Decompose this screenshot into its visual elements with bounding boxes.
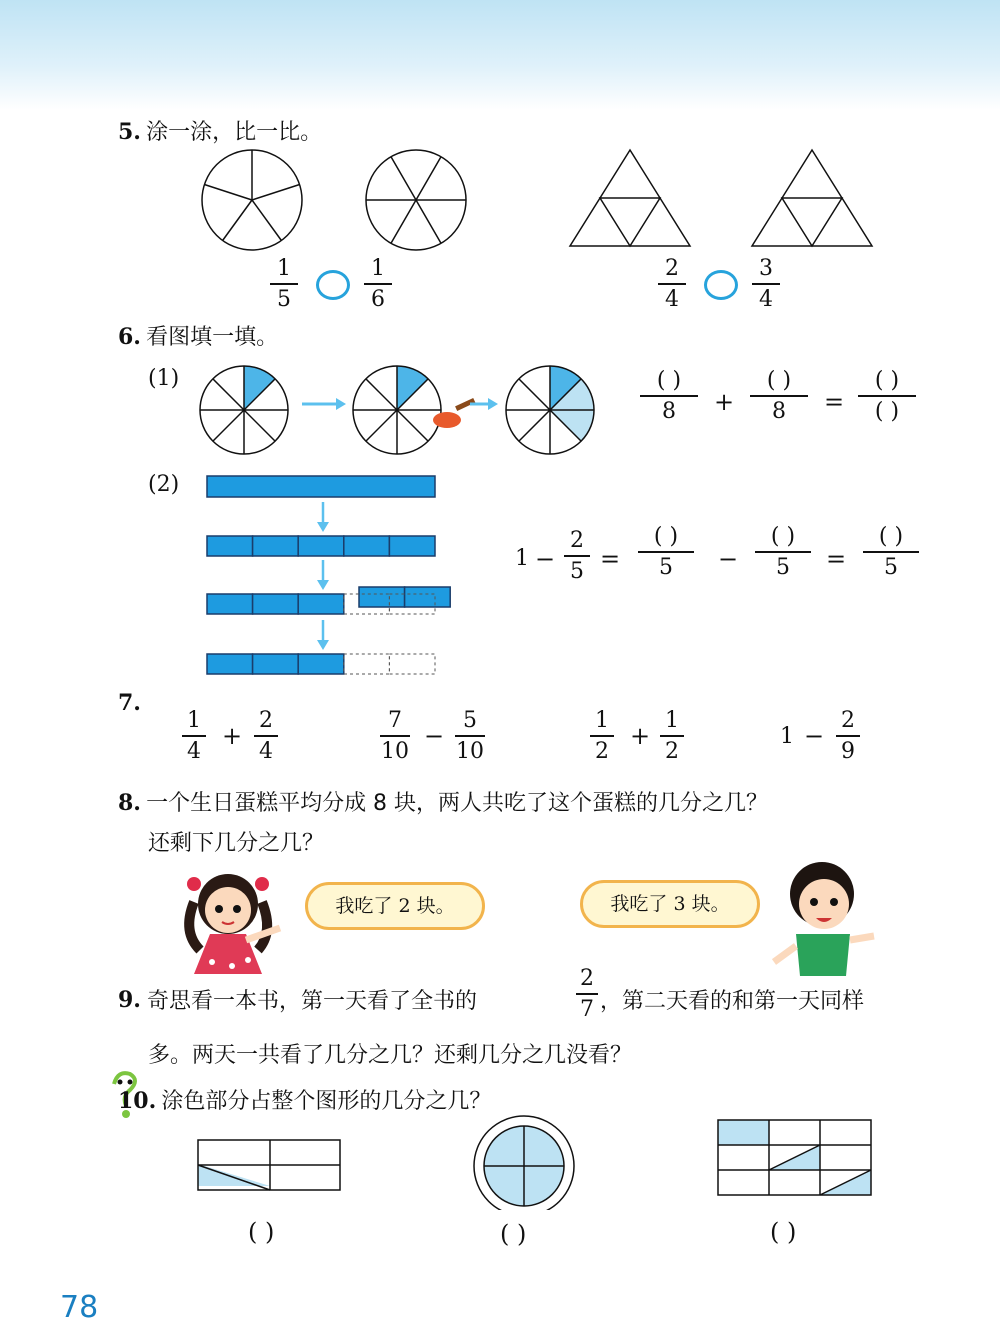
circle-fifths[interactable] <box>202 150 302 250</box>
q7-item3-op: + <box>630 722 651 750</box>
q9-line1 <box>118 984 477 1015</box>
q6-p1-frac-b[interactable]: ( ) 8 <box>750 370 808 423</box>
girl-speech-bubble: 我吃了 2 块。 <box>305 882 485 930</box>
q7-item2-op: − <box>424 722 445 750</box>
triangle-quarters-right[interactable] <box>752 150 872 246</box>
q10-figures <box>0 1110 1000 1210</box>
q8-text-2: 还剩下几分之几？ <box>148 831 325 856</box>
q9-number: 9. <box>118 986 141 1013</box>
q6-text: 看图填一填。 <box>146 325 279 350</box>
q6-p2-frac-2-5: 2 5 <box>564 530 590 583</box>
q6-p2-equals-1: = <box>600 545 621 573</box>
triangle-quarters-left[interactable] <box>570 150 690 246</box>
q6-p2-frac-result[interactable]: ( ) 5 <box>863 526 919 579</box>
q7-item2-frac-a: 7 10 <box>381 708 409 764</box>
q6-p2-minus-1: − <box>535 545 556 573</box>
q6-circle-2 <box>353 366 441 454</box>
q6-p2-frac-b[interactable]: ( ) 5 <box>755 526 811 579</box>
q10-figure-2 <box>474 1116 574 1210</box>
q6-p2-minus-2: − <box>718 545 739 573</box>
q7-item2-frac-b: 5 10 <box>456 708 484 764</box>
circle-sixths[interactable] <box>366 150 466 250</box>
q5-frac-2-4: 2 4 <box>658 258 686 311</box>
q5-compare-circle-left[interactable] <box>316 270 350 300</box>
q10-number: 10. <box>118 1088 157 1114</box>
paintbrush-icon <box>433 398 475 428</box>
girl-illustration <box>172 862 292 982</box>
q6-p1-frac-result[interactable]: ( ) ( ) <box>858 370 916 423</box>
q5-text: 涂一涂，比一比。 <box>146 120 323 145</box>
q6-p2-frac-a[interactable]: ( ) 5 <box>638 526 694 579</box>
q7-item3-frac-b: 1 2 <box>660 710 684 763</box>
page-number: 78 <box>60 1290 99 1325</box>
q5-frac-3-4: 3 4 <box>752 258 780 311</box>
q9-text-1a: 奇思看一本书，第一天看了全书的 <box>146 989 477 1014</box>
q7-item1-frac-b: 2 4 <box>254 710 278 763</box>
q7-item1-frac-a: 1 4 <box>182 710 206 763</box>
q7-item1-op: + <box>222 722 243 750</box>
q10-text: 涂色部分占整个图形的几分之几？ <box>161 1089 492 1114</box>
q5-number: 5. <box>118 119 141 145</box>
q6-part2-label: (2) <box>148 472 180 497</box>
q8-number: 8. <box>118 790 141 816</box>
q9-text-1b: ，第二天看的和第一天同样 <box>600 989 865 1014</box>
q5-figures <box>0 0 1000 330</box>
q6-p1-plus: + <box>714 388 735 416</box>
q6-circle-3 <box>506 366 594 454</box>
q10-answer-3[interactable]: ( ) <box>770 1218 797 1246</box>
q9-fraction: 2 7 <box>576 968 598 1021</box>
q5-frac-1-5: 1 5 <box>270 258 298 311</box>
q10-answer-1[interactable]: ( ) <box>248 1218 275 1246</box>
q6-p2-one: 1 <box>515 546 529 571</box>
q10-figure-1 <box>198 1140 340 1190</box>
q7-item4-frac-b: 2 9 <box>836 710 860 763</box>
q7-item4-op: − <box>804 722 825 750</box>
boy-speech-bubble: 我吃了 3 块。 <box>580 880 760 928</box>
q6-p1-equals: = <box>824 388 845 416</box>
q6-part2-bars <box>0 460 500 690</box>
q7-item4-lead: 1 <box>780 724 794 749</box>
q7-number: 7. <box>118 690 141 716</box>
q6-number: 6. <box>118 324 141 350</box>
q6-p1-frac-a[interactable]: ( ) 8 <box>640 370 698 423</box>
q5-compare-circle-right[interactable] <box>704 270 738 300</box>
q10-figure-3 <box>718 1120 871 1195</box>
q6-part1-figures <box>0 340 1000 470</box>
q7-item3-frac-a: 1 2 <box>590 710 614 763</box>
q10-answer-2[interactable]: ( ) <box>500 1220 527 1248</box>
boy-illustration <box>762 856 882 980</box>
q6-circle-1 <box>200 366 288 454</box>
q8-line1 <box>118 786 768 817</box>
q8-text-1: 一个生日蛋糕平均分成 8 块，两人共吃了这个蛋糕的几分之几？ <box>146 791 769 816</box>
q6-p2-equals-2: = <box>826 545 847 573</box>
q5-frac-1-6: 1 6 <box>364 258 392 311</box>
q6-part1-label: (1) <box>148 366 180 391</box>
q9-text-2: 多。两天一共看了几分之几？还剩几分之几没看？ <box>148 1043 633 1068</box>
